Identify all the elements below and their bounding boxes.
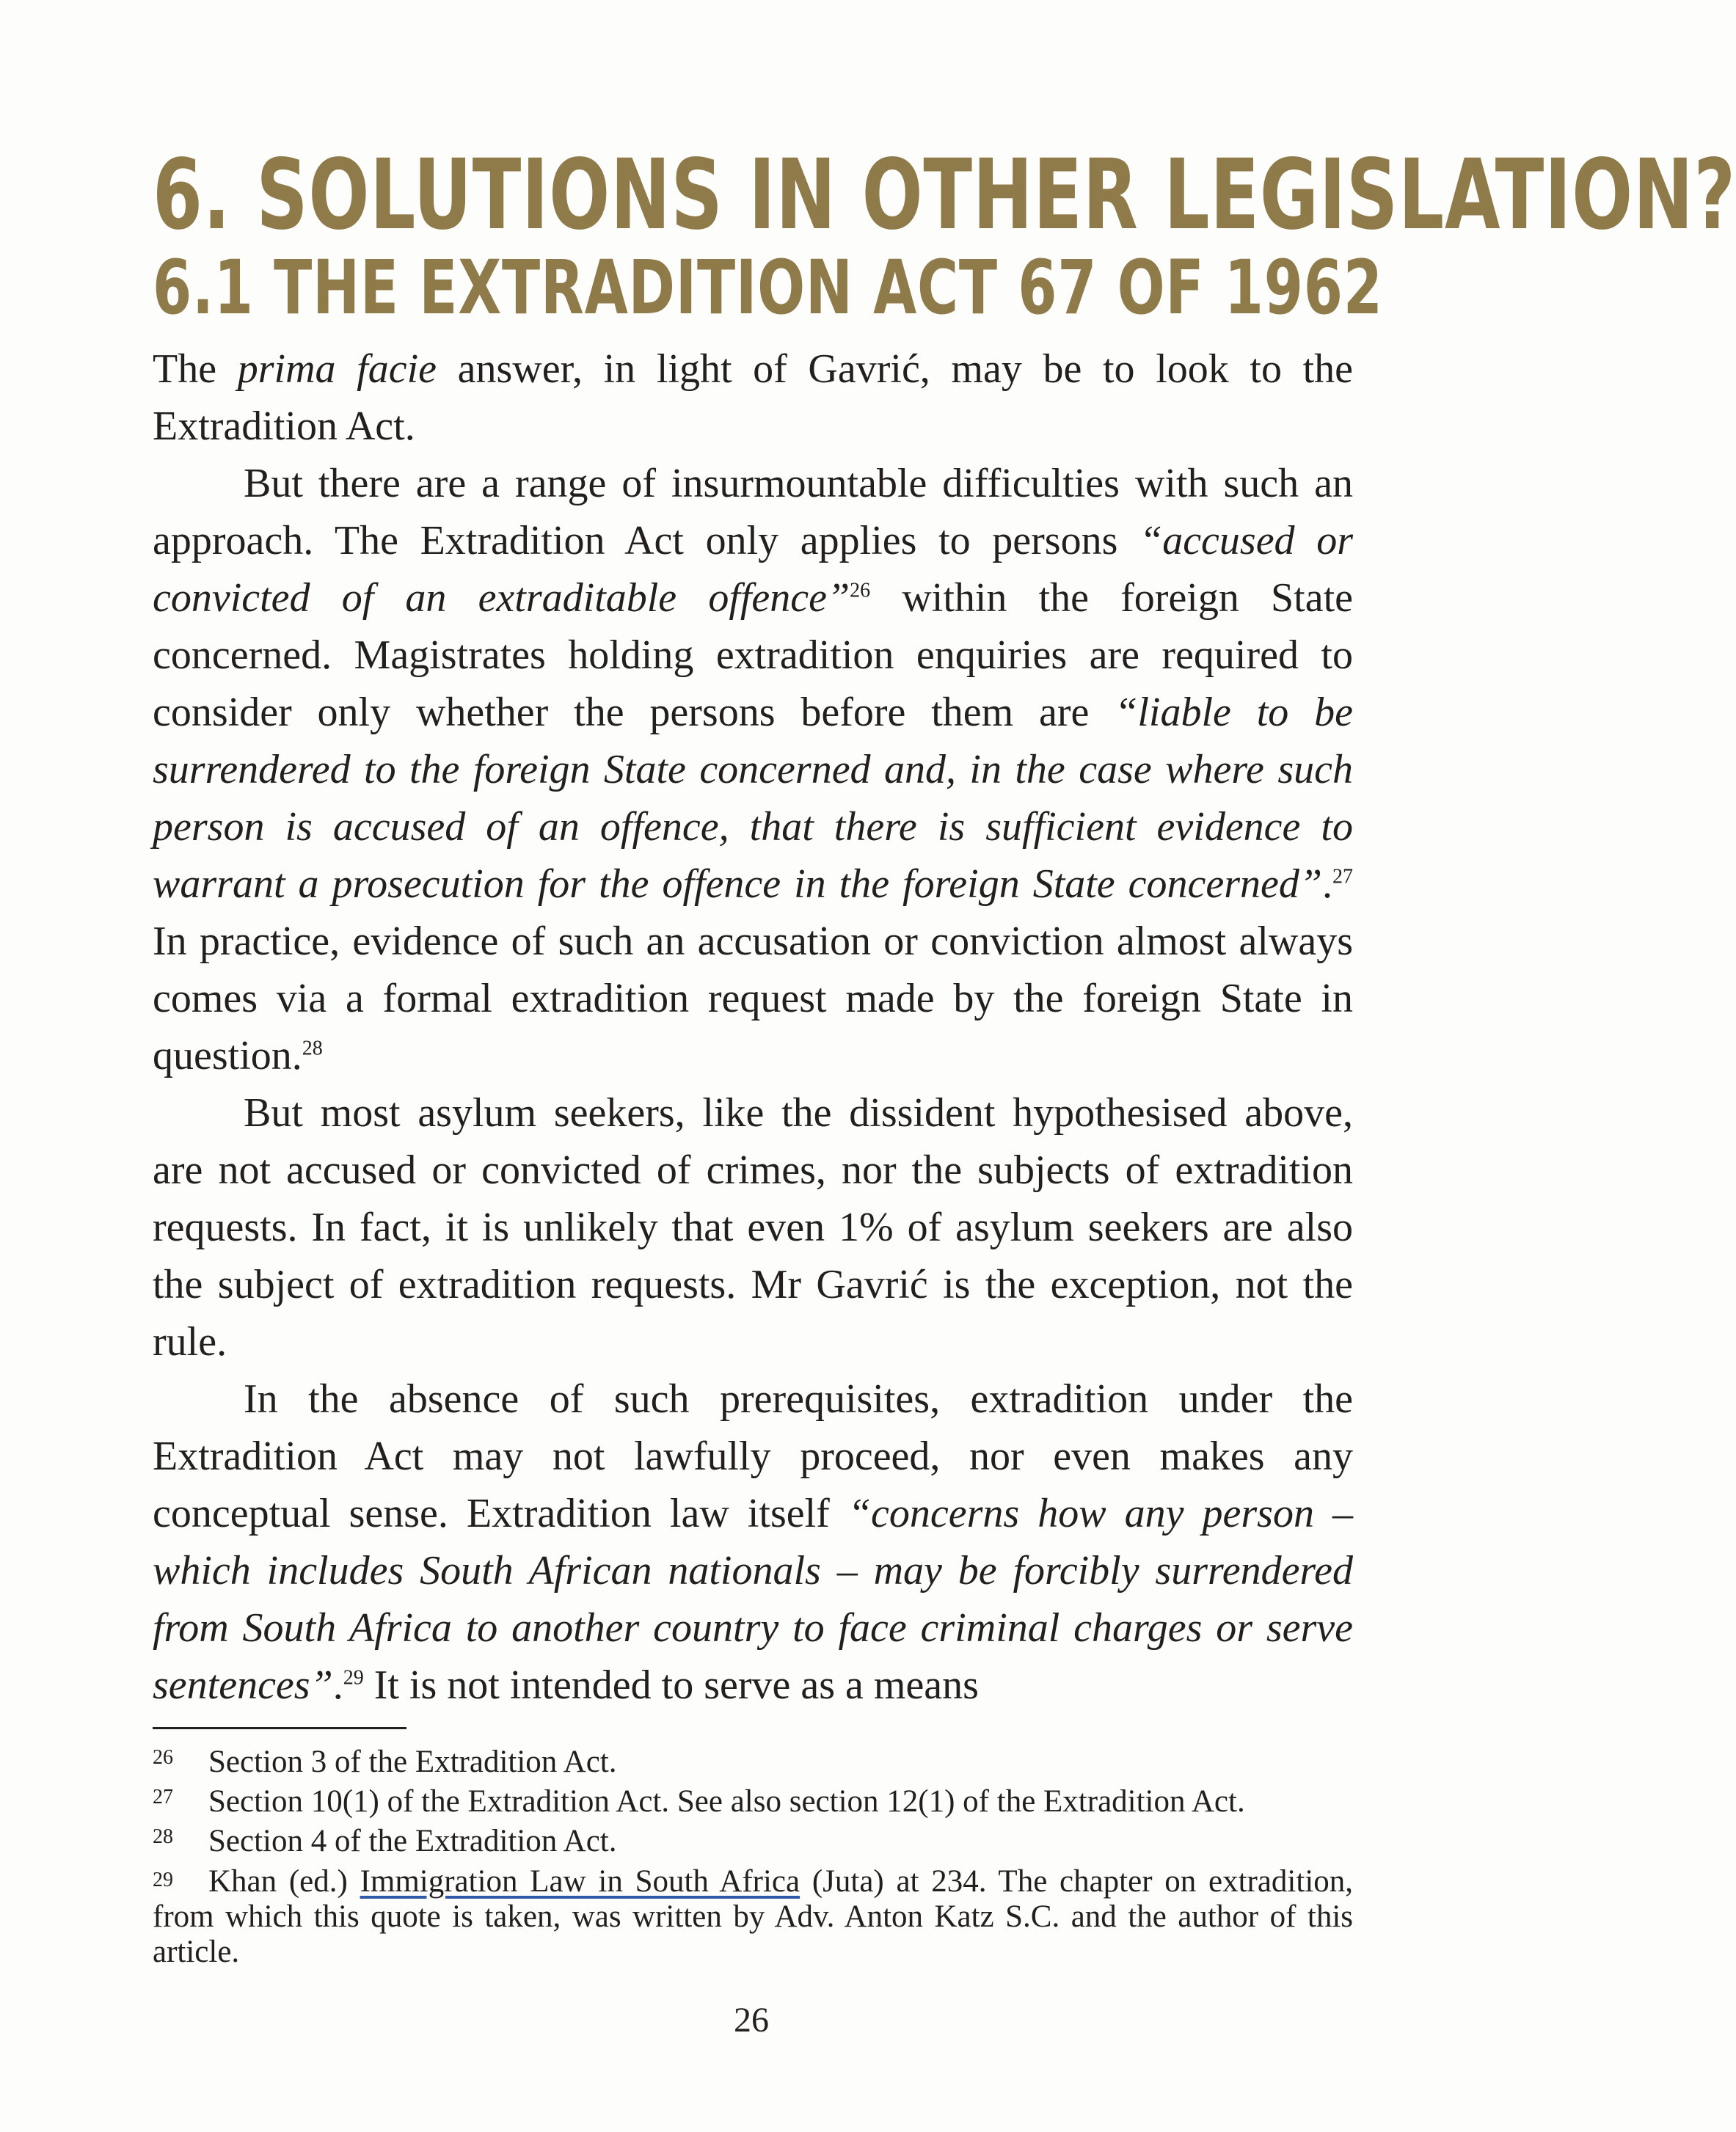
footnote-number: 29 <box>153 1869 173 1891</box>
page-number: 26 <box>734 2001 769 2040</box>
paragraph-1: The prima facie answer, in light of Gavrić, may be to look to the Extradition Act. <box>153 346 1354 449</box>
footnote-26 <box>153 1742 1353 1782</box>
paragraph-4: In the absence of such prerequisites, extradition under the Extradition Act may not lawfully proceed, nor even makes any conceptual sense. Extradition law itself “concerns how any person – which includes South African nationals – may be forcibly surrendered from South Africa to another country to face criminal charges or serve sentences”.$^{29}$ It is not intended to serve as a means <box>153 1376 1353 1708</box>
paragraph-2: But there are a range of insurmountable difficulties with such an approach. The Extradition Act only applies to persons “accused or convicted of an extraditable offence”$^{26}$ within the foreign State concerned. Magistrates holding extradition enquiries are required to consider only whether the persons before them are “liable to be surrendered to the foreign State concerned and, in the case where such person is accused of an offence, that there is sufficient evidence to warrant a prosecution for the offence in the foreign State concerned”.$^{27}$ In practice, evidence of such an accusation or conviction almost always comes via a formal extradition request made by the foreign State in question.$^{28}$ <box>153 461 1353 1078</box>
page-content <box>153 139 1736 1970</box>
paragraph-3: But most asylum seekers, like the dissident hypothesised above, are not accused or convicted of crimes, nor the subjects of extradition requests. In fact, it is unlikely that even 1% of asylum seekers are also the subject of extradition requests. Mr Gavrić is the exception, not the rule. <box>153 1090 1353 1365</box>
section-heading: 6. SOLUTIONS IN OTHER LEGISLATION? <box>153 139 1736 252</box>
footnote-29: 29 Khan (ed.) Immigration Law in South Africa (Juta) at 234. The chapter on extradition, from which this quote is taken, was written by Adv. Anton Katz S.C. and the author of this article. <box>153 1864 1354 1969</box>
book-title-link[interactable]: Immigration Law in South Africa <box>360 1864 800 1899</box>
footnote-ref-28[interactable]: 28 <box>302 1037 323 1060</box>
footnote-number: 28 <box>153 1825 173 1848</box>
subsection-heading: 6.1 THE EXTRADITION ACT 67 OF 1962 <box>153 244 1383 332</box>
footnote-ref-29[interactable]: 29 <box>343 1666 364 1690</box>
body-text <box>153 340 1353 1714</box>
footnote-text: Section 10(1) of the Extradition Act. See also section 12(1) of the Extradition Act. <box>208 1784 1245 1819</box>
footnote-number: 27 <box>153 1786 173 1808</box>
footnotes <box>153 1742 1353 1970</box>
footnote-text: Section 4 of the Extradition Act. <box>208 1824 617 1858</box>
footnote-number: 26 <box>153 1746 173 1769</box>
footnote-divider <box>153 1727 406 1729</box>
footnote-27 <box>153 1782 1353 1822</box>
footnote-28 <box>153 1822 1353 1861</box>
footnote-ref-26[interactable]: 26 <box>850 579 871 602</box>
footnote-text: Section 3 of the Extradition Act. <box>208 1745 617 1779</box>
footnote-ref-27[interactable]: 27 <box>1332 865 1353 888</box>
